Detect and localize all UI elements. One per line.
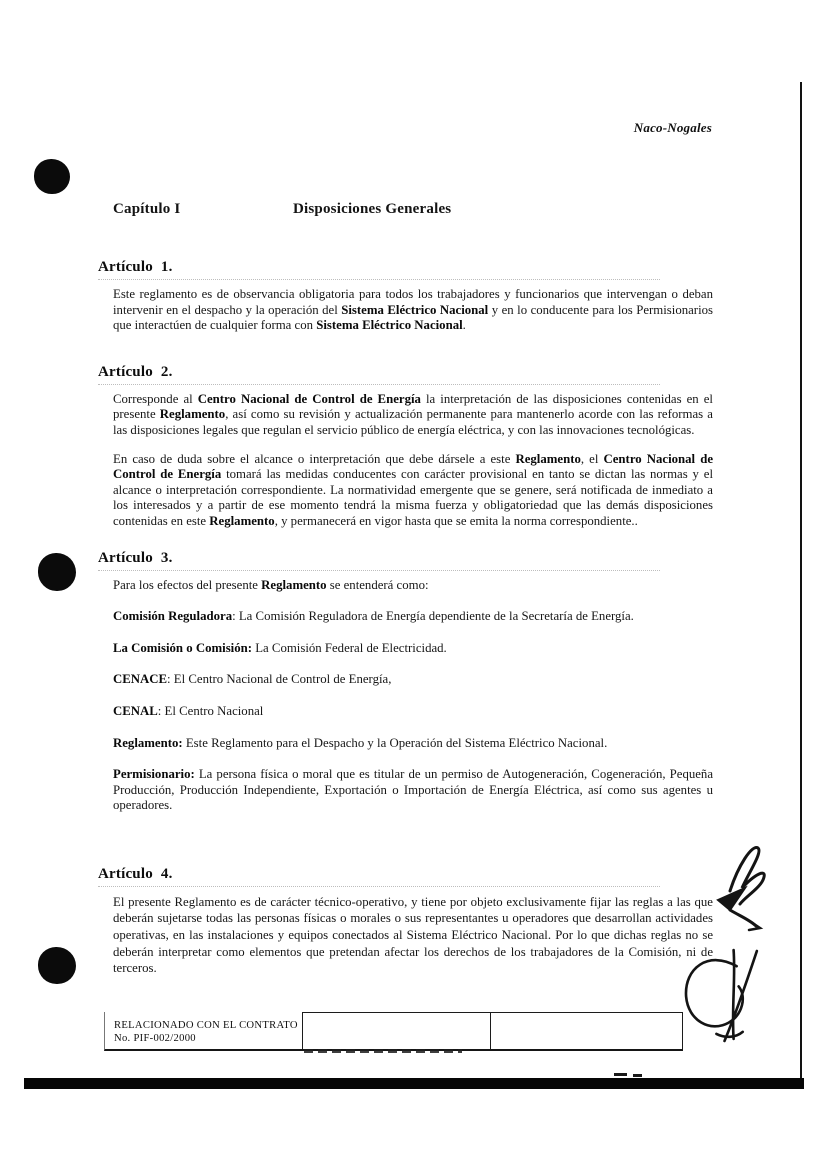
heading-underline-rule <box>98 384 660 385</box>
scan-artifact-mark <box>633 1074 642 1077</box>
hole-punch-mark <box>34 159 70 194</box>
footer-cell-empty-2 <box>490 1012 683 1049</box>
hole-punch-mark <box>38 553 76 591</box>
paragraph: En caso de duda sobre el alcance o interpretación que debe dársele a este Reglamento, el Centro Nacional de Control de Energía tomará las medidas conducentes con carácter provisional en tanto se dictan las normas y el alcance o interpretación correspondiente. La normatividad emergente que se genere, será notificada de inmediato a los interesados y a partir de ese momento tendrá la misma fuerza y obligatoriedad que las demás disposiciones contenidas en este Reglamento, y permanecerá en vigor hasta que se emita la norma correspondiente.. <box>113 451 713 528</box>
paragraph: Corresponde al Centro Nacional de Control de Energía la interpretación de las disposiciones contenidas en el presente Reglamento, así como su revisión y actualización permanente para mantenerlo acorde con las reformas a las disposiciones legales que regulan el servicio público de energía eléctrica, y con las innovaciones tecnológicas. <box>113 391 713 437</box>
bottom-scan-bar <box>24 1078 804 1089</box>
page-header-right: Naco-Nogales <box>633 120 712 135</box>
footer-cell-empty-1 <box>302 1012 490 1049</box>
chapter-heading-row <box>113 201 713 218</box>
document-content <box>98 201 714 977</box>
footer-contract-line2: No. PIF-002/2000 <box>114 1033 196 1044</box>
paragraph: El presente Reglamento es de carácter técnico-operativo, y tiene por objeto exclusivamente fijar las reglas a las que deberán sujetarse todas las personas físicas o morales o sus representantes u operadores que desarrollan actividades operativas, en las instalaciones y equipos conectados al Sistema Eléctrico Nacional. Por lo que dichas reglas no se deberán interpretar como elementos que pretendan afectar los derechos de los trabajadores de la Comisión, ni de terceros. <box>113 894 713 976</box>
right-edge-scan-line <box>800 82 802 1088</box>
footer-contract-text <box>114 1019 298 1045</box>
article-3 <box>98 549 713 814</box>
paragraph: Permisionario: La persona física o moral que es titular de un permiso de Autogeneración, Cogeneración, Pequeña Producción, Producción Independiente, Exportación o Importación de Energía Eléctrica, así como sus agentes u operadores. <box>113 767 713 813</box>
heading-underline-rule <box>98 279 660 280</box>
signature-mark-lower <box>676 948 772 1044</box>
paragraph: Este reglamento es de observancia obligatoria para todos los trabajadores y funcionarios que intervengan o deban intervenir en el despacho y la operación del Sistema Eléctrico Nacional y en lo conducente para los Permisionarios que interactúen de cualquier forma con Sistema Eléctrico Nacional. <box>113 287 714 333</box>
heading-underline-rule <box>98 886 660 887</box>
scan-artifact-mark <box>614 1073 627 1076</box>
footer-cell-related-contract <box>105 1012 302 1049</box>
paragraph: La Comisión o Comisión: La Comisión Federal de Electricidad. <box>113 640 447 655</box>
article-heading: Artículo 1. <box>98 259 173 275</box>
paragraph: Para los efectos del presente Reglamento se entenderá como: <box>113 577 429 592</box>
scan-smudge-mark <box>304 1049 462 1053</box>
footer-table <box>104 1012 683 1051</box>
article-heading: Artículo 3. <box>98 549 173 566</box>
signature-mark-upper <box>700 836 780 936</box>
hole-punch-mark <box>38 947 76 984</box>
articles <box>98 259 714 977</box>
paragraph: CENAL: El Centro Nacional <box>113 703 264 718</box>
heading-underline-rule <box>98 570 660 571</box>
article-1 <box>98 259 714 334</box>
paragraph: CENACE: El Centro Nacional de Control de Energía, <box>113 672 392 687</box>
article-heading: Artículo 4. <box>98 865 173 882</box>
paragraph: Reglamento: Este Reglamento para el Despacho y la Operación del Sistema Eléctrico Nacional. <box>113 735 608 750</box>
paragraph: Comisión Reguladora: La Comisión Reguladora de Energía dependiente de la Secretaría de Energía. <box>113 609 634 624</box>
chapter-label: Capítulo I <box>113 201 181 217</box>
article-heading: Artículo 2. <box>98 363 173 380</box>
footer-contract-line1: RELACIONADO CON EL CONTRATO <box>114 1020 298 1031</box>
article-2 <box>98 363 713 530</box>
article-4 <box>98 865 713 977</box>
chapter-title: Disposiciones Generales <box>293 201 452 217</box>
